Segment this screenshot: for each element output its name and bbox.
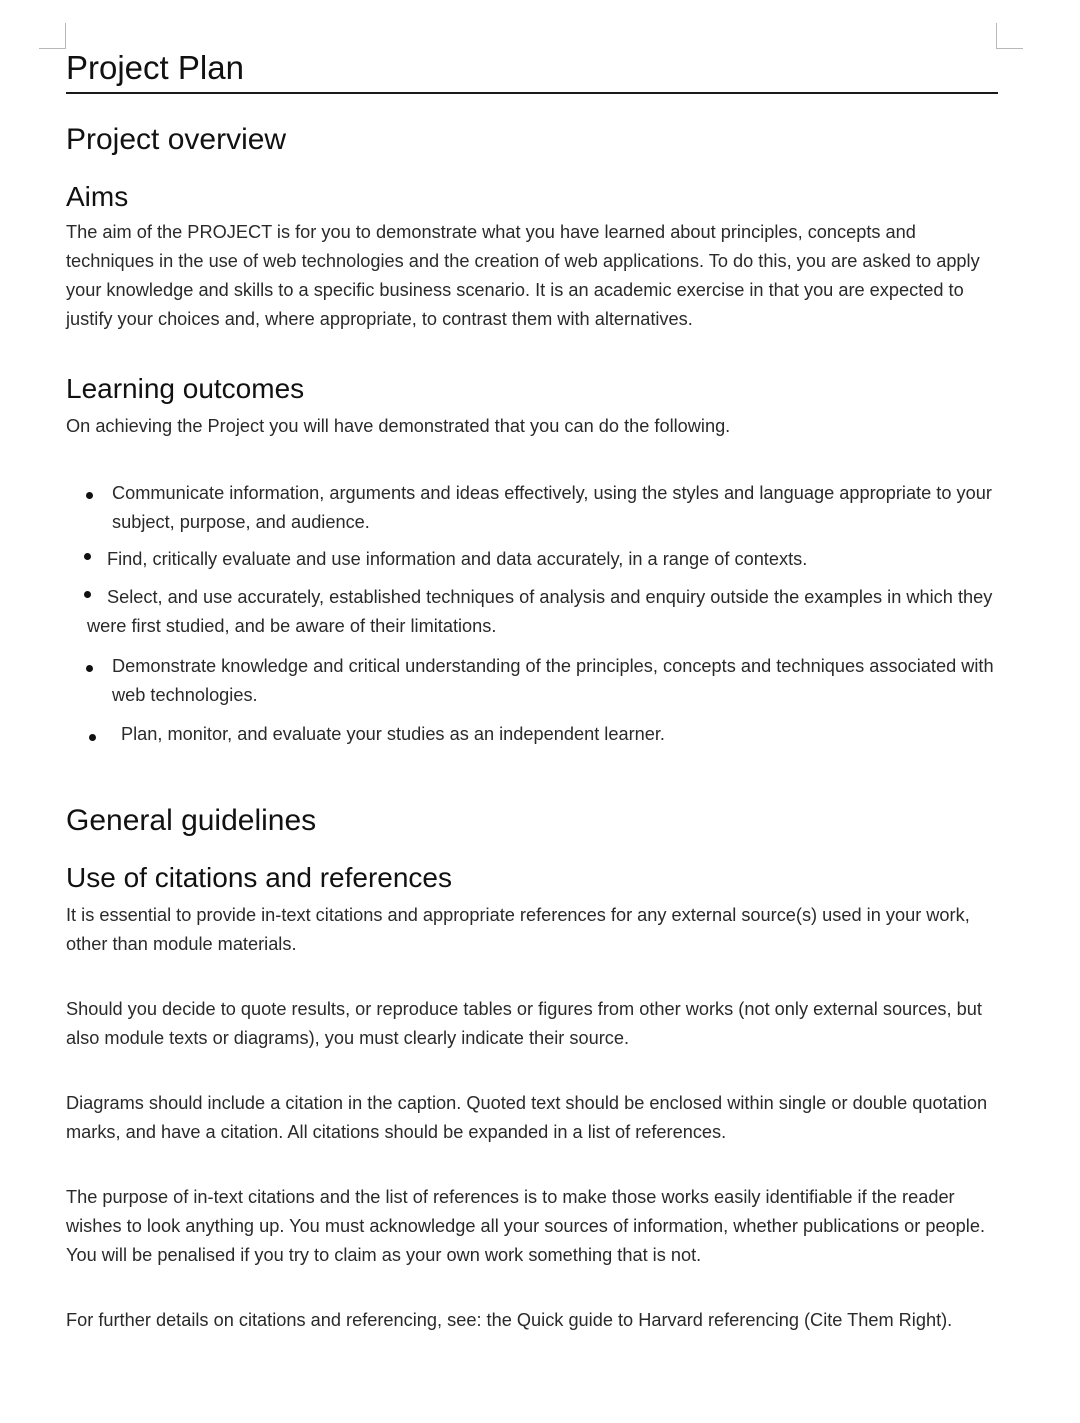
crop-mark-top-right-horizontal (997, 48, 1023, 49)
list-item (66, 720, 998, 749)
crop-mark-top-left (65, 23, 66, 49)
bullet-icon (84, 553, 91, 560)
document-title: Project Plan (66, 48, 998, 94)
list-item (66, 583, 998, 641)
citations-paragraph-3: Diagrams should include a citation in the caption. Quoted text should be enclosed within single or double quotation marks, and have a citation. All citations should be expanded in a list of references. (66, 1093, 988, 1142)
heading-citations-references: Use of citations and references (66, 862, 452, 893)
list-item (66, 652, 998, 710)
learning-outcomes-intro: On achieving the Project you will have demonstrated that you can do the following. (66, 416, 731, 436)
aims-paragraph: The aim of the PROJECT is for you to demonstrate what you have learned about principles, concepts and techniques in the use of web technologies and the creation of web applications. To do this, you are asked to apply your knowledge and skills to a specific business scenario. It is an academic exercise in that you are expected to justify your choices and, where appropriate, to contrast them with alternatives. (66, 222, 980, 329)
bullet-icon (86, 665, 93, 672)
citations-paragraph-2: Should you decide to quote results, or reproduce tables or figures from other works (not only external sources, but also module texts or diagrams), you must clearly indicate their source. (66, 999, 982, 1048)
bullet-icon (86, 492, 93, 499)
list-item-text: Demonstrate knowledge and critical understanding of the principles, concepts and techniques associated with web technologies. (112, 656, 994, 705)
bullet-icon (84, 591, 91, 598)
citations-paragraph-4: The purpose of in-text citations and the list of references is to make those works easily identifiable if the reader wishes to look anything up. You must acknowledge all your sources of information, whether publications or people. You will be penalised if you try to claim as your own work something that is not. (66, 1187, 986, 1265)
citations-paragraph-5: For further details on citations and referencing, see: the Quick guide to Harvard referencing (Cite Them Right). (66, 1310, 953, 1330)
list-item (66, 545, 998, 574)
heading-general-guidelines: General guidelines (66, 804, 317, 837)
crop-mark-top-left-horizontal (39, 48, 65, 49)
citations-paragraph-1: It is essential to provide in-text citations and appropriate references for any external source(s) used in your work, other than module materials. (66, 905, 970, 954)
crop-mark-top-right (996, 23, 997, 49)
bullet-icon (89, 734, 96, 741)
document-body (66, 48, 998, 1335)
heading-project-overview: Project overview (66, 123, 287, 156)
list-item (66, 479, 998, 537)
heading-aims: Aims (66, 181, 129, 212)
list-item-text: Select, and use accurately, established techniques of analysis and enquiry outside the examples in which they were first studied, and be aware of their limitations. (87, 587, 993, 636)
heading-learning-outcomes: Learning outcomes (66, 373, 305, 404)
list-item-text: Plan, monitor, and evaluate your studies as an independent learner. (121, 724, 665, 744)
list-item-text: Communicate information, arguments and ideas effectively, using the styles and language appropriate to your subject, purpose, and audience. (112, 483, 992, 532)
learning-outcomes-list (66, 479, 998, 749)
list-item-text: Find, critically evaluate and use information and data accurately, in a range of contexts. (107, 549, 808, 569)
